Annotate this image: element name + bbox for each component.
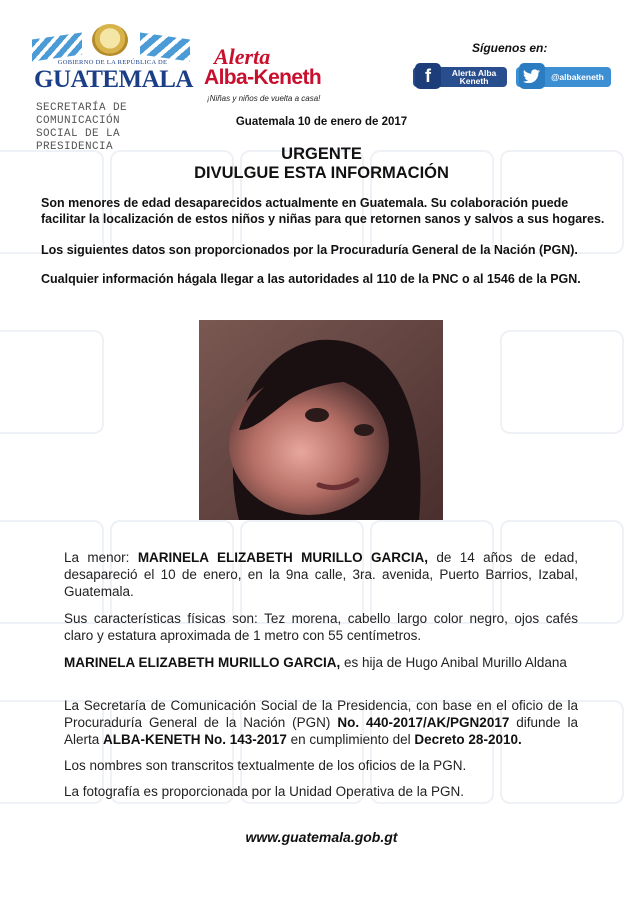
- detail-3-rest: es hija de Hugo Anibal Murillo Aldana: [340, 655, 567, 670]
- headline-urgent: URGENTE: [281, 145, 362, 163]
- detail-paragraph-2: Sus características físicas son: Tez morena, cabello largo color negro, ojos cafés claro y estatura aproximada de 1 metro con 55 centímetros.: [64, 611, 578, 643]
- detail-paragraph-3: [64, 654, 578, 671]
- gov-secretariat-line1: SECRETARÍA DE COMUNICACIÓN: [36, 102, 128, 127]
- facebook-label: Alerta Alba Keneth: [451, 68, 497, 86]
- detail-paragraph-1: [64, 549, 578, 600]
- facebook-icon: f: [415, 63, 441, 89]
- missing-person-photo: [199, 320, 443, 520]
- facebook-link[interactable]: [413, 67, 507, 87]
- gov-name: GUATEMALA: [34, 66, 193, 93]
- alerta-alba-keneth-logo: [204, 44, 344, 114]
- twitter-bird-icon: [519, 63, 545, 89]
- follow-label: Síguenos en:: [472, 41, 548, 55]
- intro-paragraph-2: Los siguientes datos son proporcionados por la Procuraduría General de la Nación (PGN).: [41, 243, 578, 257]
- twitter-link[interactable]: [516, 67, 611, 87]
- twitter-label: @albakeneth: [551, 72, 604, 82]
- footer-website-link[interactable]: www.guatemala.gob.gt: [245, 829, 398, 845]
- alerta-logo-main: Alba-Keneth: [204, 66, 322, 89]
- detail-4-part2: difunde la Alerta: [64, 715, 578, 747]
- gov-secretariat-line2: SOCIAL DE LA PRESIDENCIA: [36, 128, 121, 153]
- gov-subtitle: GOBIERNO DE LA REPÚBLICA DE: [57, 59, 168, 66]
- minor-name: MARINELA ELIZABETH MURILLO GARCIA,: [137, 550, 428, 565]
- detail-paragraph-4: [64, 697, 578, 748]
- intro-paragraph-1: Son menores de edad desaparecidos actualmente en Guatemala. Su colaboración puede facilitar la localización de estos niños y niñas para que retornen sanos y salvos a sus hogares.: [41, 196, 605, 226]
- decree-number: Decreto 28-2010.: [414, 732, 522, 747]
- detail-1-prefix: La menor:: [64, 550, 138, 565]
- alerta-logo-tagline: ¡Niñas y niños de vuelta a casa!: [207, 94, 321, 103]
- intro-paragraph-3: Cualquier información hágala llegar a las autoridades al 110 de la PNC o al 1546 de la PGN.: [41, 272, 581, 286]
- bulletin-date: Guatemala 10 de enero de 2017: [235, 116, 408, 128]
- detail-4-part3: en cumplimiento del: [286, 732, 415, 747]
- detail-4-part1: La Secretaría de Comunicación Social de la Presidencia, con base en el oficio de la Procuraduría General de la Nación (PGN): [64, 698, 578, 730]
- coat-of-arms-icon: [92, 24, 128, 56]
- detail-1-rest: de 14 años de edad, desapareció el 10 de enero, en la 9na calle, 3ra. avenida, Puerto Barrios, Izabal, Guatemala.: [64, 550, 578, 599]
- headline-divulgue: DIVULGUE ESTA INFORMACIÓN: [194, 164, 449, 182]
- minor-name-repeat: MARINELA ELIZABETH MURILLO GARCIA,: [64, 655, 341, 670]
- flag-right-decoration: [140, 32, 190, 61]
- flag-left-decoration: [32, 32, 82, 61]
- alert-number: ALBA-KENETH No. 143-2017: [103, 732, 287, 747]
- detail-paragraph-5: Los nombres son transcritos textualmente de los oficios de la PGN.: [64, 758, 467, 773]
- detail-paragraph-6: La fotografía es proporcionada por la Unidad Operativa de la PGN.: [64, 784, 464, 799]
- pgn-oficio-number: No. 440-2017/AK/PGN2017: [337, 715, 510, 730]
- alerta-logo-top: Alerta: [214, 44, 271, 69]
